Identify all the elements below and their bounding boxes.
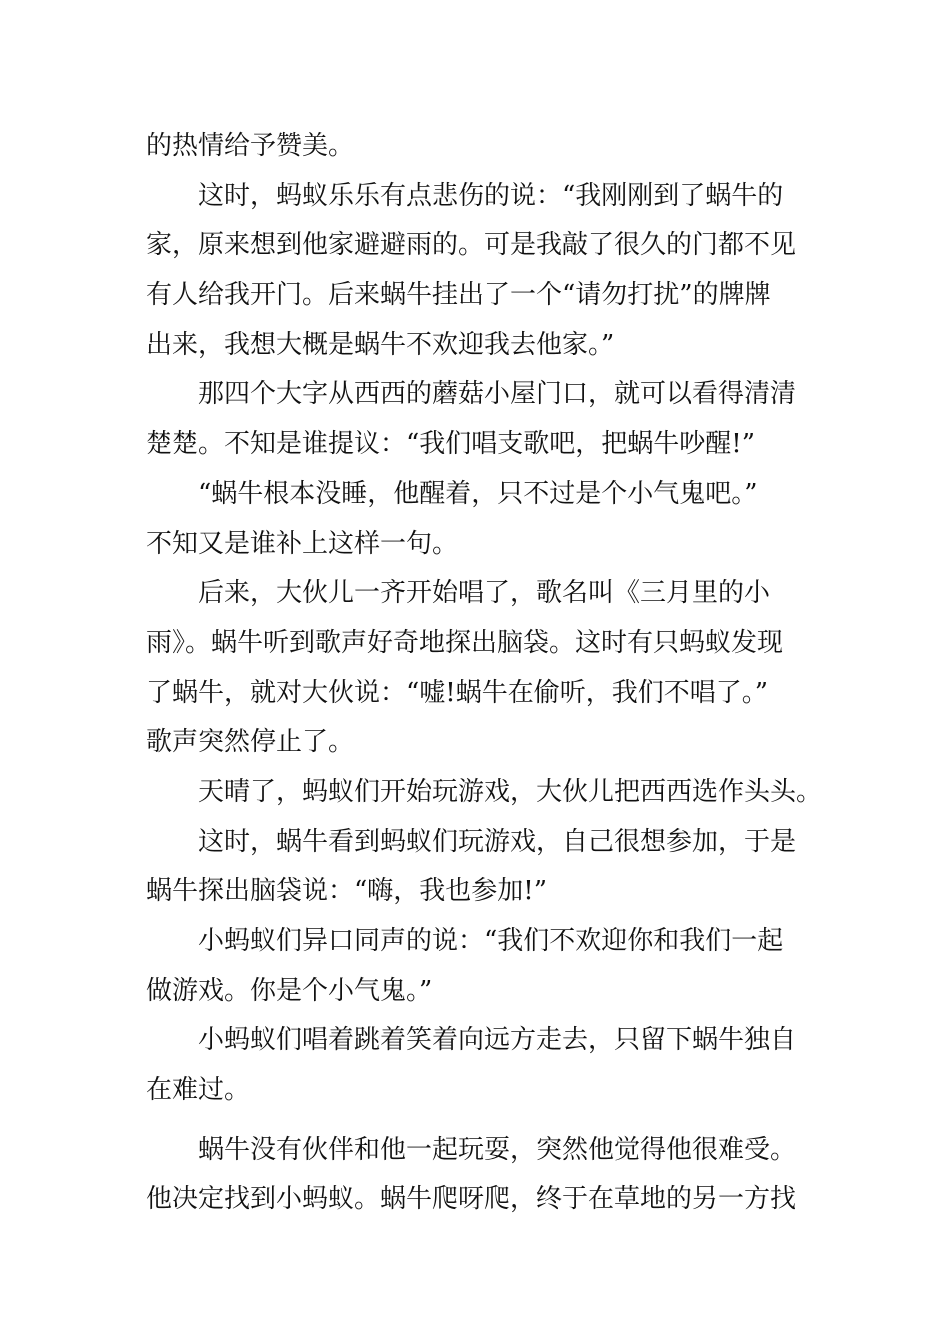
text-line: 雨》。蜗牛听到歌声好奇地探出脑袋。这时有只蚂蚁发现 (146, 627, 784, 658)
text-line: 的热情给予赞美。 (146, 131, 355, 161)
text-line: 天晴了，蚂蚁们开始玩游戏，大伙儿把西西选作头头。 (198, 776, 823, 807)
text-line: 这时，蚂蚁乐乐有点悲伤的说：“我刚刚到了蜗牛的 (198, 180, 784, 211)
text-line: 小蚂蚁们异口同声的说：“我们不欢迎你和我们一起 (198, 926, 784, 956)
text-line: 歌声突然停止了。 (146, 727, 355, 758)
text-line: 不知又是谁补上这样一句。 (146, 528, 459, 559)
text-line: 有人给我开门。后来蜗牛挂出了一个“请勿打扰”的牌牌 (146, 280, 771, 311)
text-line: 楚楚。不知是谁提议：“我们唱支歌吧，把蜗牛吵醒!” (146, 429, 756, 460)
body-text (146, 122, 823, 1225)
text-line: 蜗牛探出脑袋说：“嗨，我也参加!” (146, 876, 548, 907)
text-line: 家，原来想到他家避避雨的。可是我敲了很久的门都不见 (146, 230, 797, 261)
text-line: 出来，我想大概是蜗牛不欢迎我去他家。” (146, 329, 615, 360)
paragraph-gap (146, 1116, 808, 1126)
text-line: 他决定找到小蚂蚁。蜗牛爬呀爬，终于在草地的另一方找 (146, 1184, 797, 1215)
text-line: 后来，大伙儿一齐开始唱了，歌名叫《三月里的小 (198, 578, 771, 609)
text-line: 在难过。 (146, 1075, 251, 1106)
text-line: 做游戏。你是个小气鬼。” (146, 975, 433, 1006)
text-line: 了蜗牛，就对大伙说：“嘘!蜗牛在偷听，我们不唱了。” (146, 677, 769, 708)
text-line: 小蚂蚁们唱着跳着笑着向远方走去，只留下蜗牛独自 (198, 1025, 797, 1056)
text-line: 那四个大字从西西的蘑菇小屋门口，就可以看得清清 (198, 379, 797, 410)
text-line: 这时，蜗牛看到蚂蚁们玩游戏，自己很想参加，于是 (198, 826, 797, 857)
text-line: 蜗牛没有伙伴和他一起玩耍，突然他觉得他很难受。 (198, 1134, 797, 1165)
text-line: “蜗牛根本没睡，他醒着，只不过是个小气鬼吧。” (198, 478, 758, 509)
